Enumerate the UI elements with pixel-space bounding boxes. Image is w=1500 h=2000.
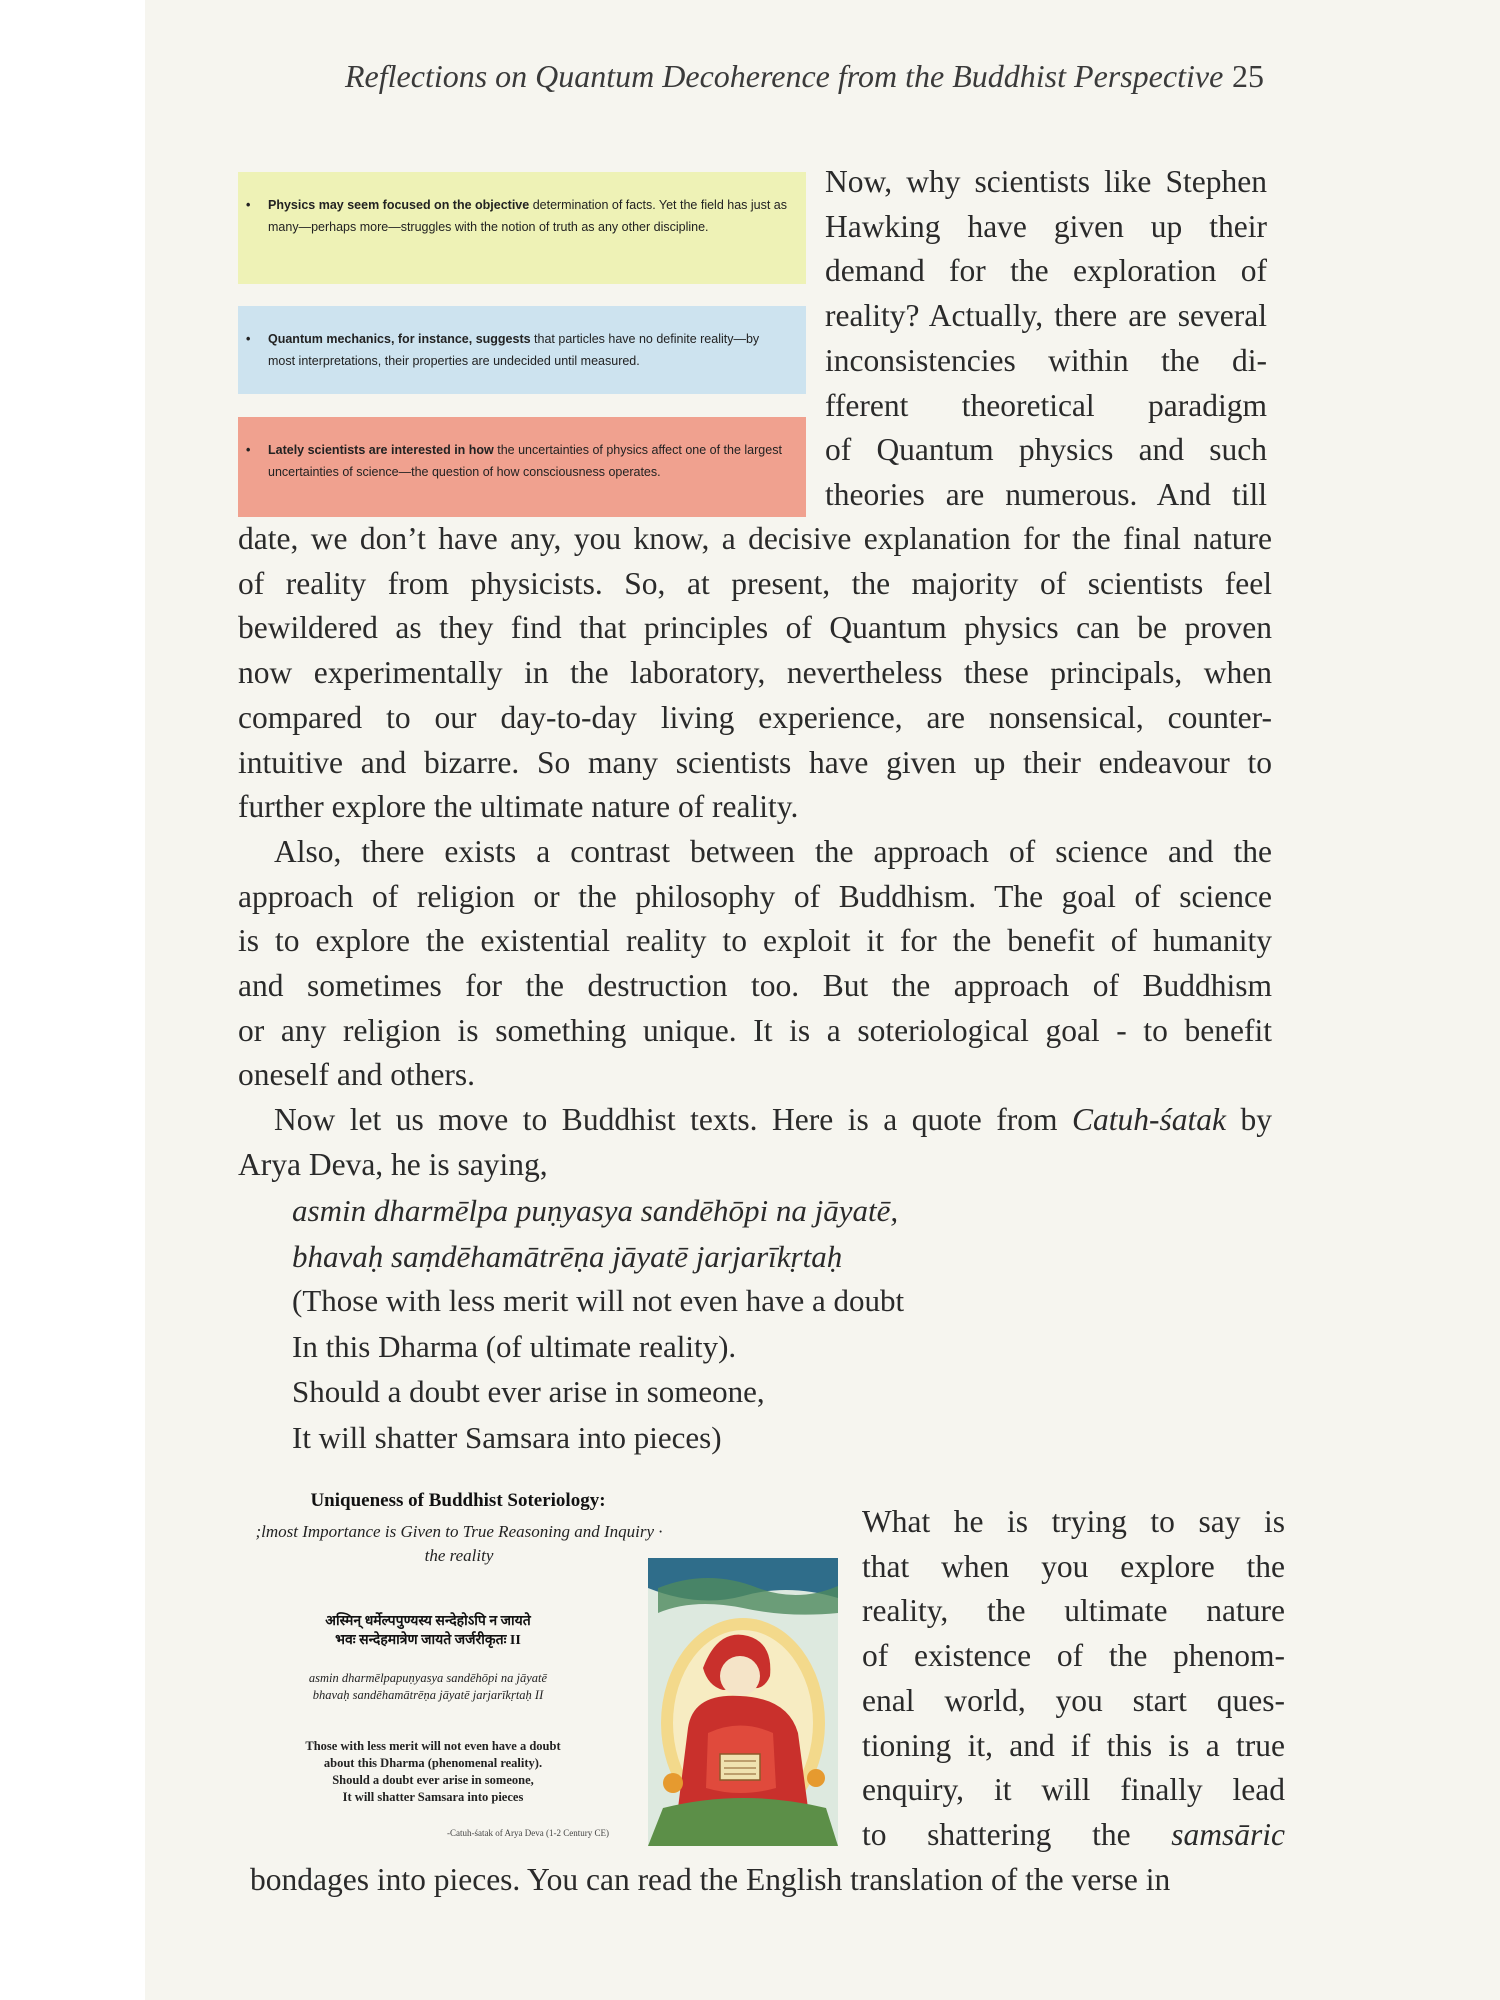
text-line: Arya Deva, he is saying,: [238, 1146, 548, 1182]
text-line: Hawking have given up their: [825, 208, 1267, 244]
text-line: [238, 1098, 1272, 1143]
verse-line: It will shatter Samsara into pieces): [292, 1419, 722, 1455]
verse-line: (Those with less merit will not even have a doubt: [292, 1283, 905, 1318]
text-line: that when you explore the: [862, 1548, 1285, 1584]
bullet-icon: •: [246, 332, 251, 346]
thangka-illustration: [648, 1558, 838, 1846]
page-number: 25: [1232, 58, 1264, 94]
highlight-box-yellow: [238, 172, 806, 284]
text-line: approach of religion or the philosophy of Buddhism. The goal of science: [238, 878, 1272, 914]
text-line: and sometimes for the destruction too. But the approach of Buddhism: [238, 968, 1272, 1004]
translation-line: It will shatter Samsara into pieces: [342, 1790, 524, 1804]
verse-line: bhavaḥ saṃdēhamātrēṇa jāyatē jarjarīkṛtaḥ: [292, 1238, 843, 1274]
figure-devanagari: [248, 1612, 608, 1650]
text-line: reality, the ultimate nature: [862, 1593, 1285, 1629]
figure-citation: -Catuh-śatak of Arya Deva (1-2 Century CE): [447, 1828, 609, 1838]
verse-line: asmin dharmēlpa puṇyasya sandēhōpi na jāyatē,: [292, 1193, 899, 1228]
figure-transliteration: [248, 1670, 608, 1704]
text-line: further explore the ultimate nature of reality.: [238, 789, 799, 825]
text-line: is to explore the existential reality to exploit it for the benefit of humanity: [238, 923, 1272, 959]
text-span: by: [1225, 1102, 1273, 1138]
text-line: of reality from physicists. So, at present, the majority of scientists feel: [238, 565, 1272, 601]
figure-subtitle: ;lmost Importance is Given to True Reasoning and Inquiry · the reality: [255, 1522, 663, 1565]
text-line: What he is trying to say is: [862, 1504, 1285, 1539]
paragraph-body: [238, 517, 1272, 1188]
text-line: theories are numerous. And till: [825, 476, 1267, 512]
verse-line: In this Dharma (of ultimate reality).: [292, 1328, 737, 1364]
text-line: reality? Actually, there are several: [825, 298, 1267, 334]
text-line: enquiry, it will finally lead: [862, 1772, 1285, 1808]
text-line: oneself and others.: [238, 1057, 476, 1093]
text-line: or any religion is something unique. It is a soteriological goal - to benefit: [238, 1012, 1272, 1048]
highlight-figure: [238, 172, 806, 517]
paragraph-4-wrap: [862, 1500, 1285, 1858]
text-line: fferent theoretical paradigm: [825, 387, 1267, 423]
verse-line: Should a doubt ever arise in someone,: [292, 1374, 765, 1409]
text-line: now experimentally in the laboratory, nevertheless these principals, when: [238, 655, 1272, 691]
figure-title: Uniqueness of Buddhist Soteriology:: [310, 1490, 606, 1511]
paragraph-1-wrap: [825, 160, 1267, 518]
text-line: compared to our day-to-day living experience, are nonsensical, counter-: [238, 699, 1272, 735]
text-line: tioning it, and if this is a true: [862, 1727, 1285, 1763]
figure-translation: [248, 1738, 618, 1806]
highlight-text: the uncertainties of physics affect one of the largest uncertainties of science—the question of how consciousness operates.: [268, 443, 782, 479]
bullet-icon: •: [246, 443, 251, 457]
text-line: of existence of the phenom-: [862, 1638, 1285, 1674]
italic-term: samsāric: [1171, 1816, 1285, 1852]
translit-line: bhavaḥ sandēhamātrēṇa jāyatē jarjarīkṛtaḥ II: [312, 1688, 544, 1702]
highlight-bold: Quantum mechanics, for instance, suggests: [268, 332, 531, 346]
translit-line: asmin dharmēlpapuṇyasya sandēhōpi na jāyatē: [308, 1671, 548, 1685]
bullet-icon: •: [246, 198, 251, 212]
book-title: Catuh-śatak: [1071, 1102, 1226, 1138]
translation-line: Should a doubt ever arise in someone,: [332, 1773, 534, 1787]
highlight-bold: Physics may seem focused on the objective: [268, 198, 530, 212]
text-line: inconsistencies within the di-: [825, 342, 1267, 378]
highlight-text: that particles have no definite reality—by most interpretations, their properties are undecided until measured.: [268, 332, 760, 368]
translation-line: about this Dharma (phenomenal reality).: [323, 1756, 543, 1770]
text-line: bewildered as they find that principles of Quantum physics can be proven: [238, 610, 1272, 646]
text-line: Also, there exists a contrast between the approach of science and the: [274, 833, 1272, 869]
highlight-text: determination of facts. Yet the field has just as many—perhaps more—struggles with the notion of truth as any other discipline.: [268, 198, 788, 234]
highlight-box-blue: [238, 306, 806, 394]
text-line: [862, 1813, 1285, 1858]
text-line: enal world, you start ques-: [862, 1682, 1285, 1718]
header-title: Reflections on Quantum Decoherence from the Buddhist Perspective: [345, 58, 1224, 94]
text-span: to shattering the: [862, 1816, 1172, 1852]
highlight-bold: Lately scientists are interested in how: [268, 443, 494, 457]
text-line: intuitive and bizarre. So many scientists have given up their endeavour to: [238, 744, 1272, 780]
devanagari-line: भवः सन्देहमात्रेण जायते जर्जरीकृतः II: [335, 1633, 521, 1648]
soteriology-figure: [248, 1490, 842, 1848]
text-line: of Quantum physics and such: [825, 432, 1267, 468]
devanagari-line: अस्मिन् धर्मेल्पपुण्यस्य सन्देहोऽपि न जायते: [325, 1614, 531, 1629]
paragraph-4-continued: [250, 1858, 1285, 1903]
text-line: demand for the exploration of: [825, 253, 1267, 289]
verse-transliteration: [292, 1188, 898, 1279]
translation-line: Those with less merit will not even have a doubt: [305, 1739, 561, 1753]
highlight-box-red: [238, 417, 806, 517]
text-span: Now let us move to Buddhist texts. Here is a quote from: [274, 1102, 1072, 1138]
verse-translation: [292, 1278, 904, 1460]
text-line: bondages into pieces. You can read the English translation of the verse in: [250, 1862, 1171, 1897]
text-line: date, we don’t have any, you know, a decisive explanation for the final nature: [238, 521, 1272, 556]
text-line: Now, why scientists like Stephen: [825, 164, 1267, 199]
arya-deva-painting: [648, 1558, 838, 1846]
